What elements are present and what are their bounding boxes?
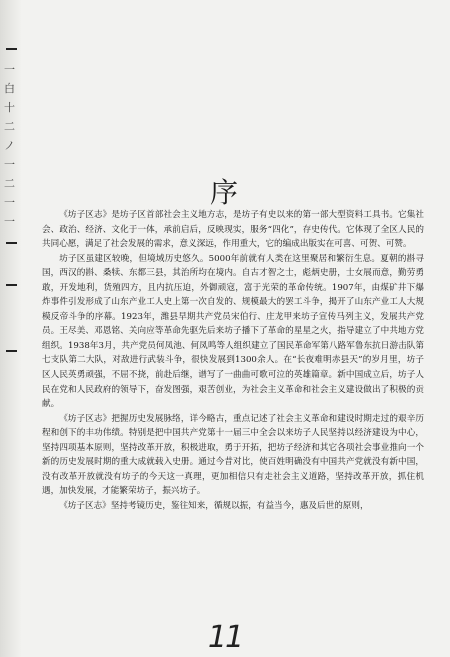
binding-edge [0,0,22,657]
paragraph: 《坊子区志》把握历史发展脉络，详今略古，重点记述了社会主义革命和建设时期走过的艰辛历程和创下的丰功伟绩。特别是把中国共产党第十一届三中全会以来坊子人民坚持以经济建设为中心，坚持四项基本原则，坚持改革开放，积极进取，勇于开拓，把坊子经济和其它各项社会事业推向一个新的历史发展时期的重大成就载入史册。通过今昔对比，使百姓明确没有中国共产党就没有新中国，没有改革开放就没有坊子的今天这一真理，更加相信只有走社会主义道路，坚持改革开放，抓住机遇，加快发展，才能繁荣坊子，振兴坊子。 [42,413,424,497]
page-title: 序 [209,175,240,209]
body-text [42,208,424,513]
binding-mark [6,242,17,244]
binding-mark [6,284,17,286]
page-number: 11 [207,620,243,655]
bleed-through-text: 一白十二ノ一二一一 [4,63,15,228]
paragraph: 《坊子区志》坚持考镜历史，鉴往知来，循规以振，有益当今，惠及后世的原则， [59,500,369,511]
paragraph: 《坊子区志》是坊子区首部社会主义地方志，是坊子有史以来的第一部大型资料工具书。它集社会、政治、经济、文化于一体，承前启后，反映现实，服务“四化”，存史传代。它体现了全区人民的共同心愿，满足了社会发展的需求，意义深远，作用重大，它的编成出版实在可喜、可贺、可赞。 [42,210,424,250]
binding-mark [6,48,17,50]
binding-mark [6,350,17,352]
paragraph: 坊子区虽建区较晚，但境域历史悠久。5000年前就有人类在这里聚居和繁衍生息。夏朝的斟寻国，西汉的斟、桑犊、东都三县，其治所均在境内。自古才智之士，彪炳史册，士女展而意，勤劳勇敢，开发地利，货殖四方，且内抗压迫，外御顽寇，富于光荣的革命传统。1907年，由煤矿井下爆炸事件引发形成了山东产业工人史上第一次自发的、规模最大的罢工斗争，揭开了山东产业工人大规模反帝斗争的序幕。1923年，潍县早期共产党员宋伯行、庄龙甲来坊子宣传马列主义，发展共产党员。王尽美、邓恩铭、关向应等革命先驱先后来坊子播下了革命的星星之火，指导建立了中共地方党组织。1938年3月，共产党员何凤池、何凤鸣等人组织建立了国民革命军第八路军鲁东抗日游击队第七支队第二大队，对敌进行武装斗争，很快发展到1300余人。在“长夜难明赤县天”的岁月里，坊子区人民英勇顽强，不屈不挠，前赴后继，谱写了一曲曲可歌可泣的英雄篇章。新中国成立后，坊子人民在党和人民政府的领导下，奋发图强，艰苦创业，为社会主义革命和社会主义建设做出了积极的贡献。 [42,253,424,410]
